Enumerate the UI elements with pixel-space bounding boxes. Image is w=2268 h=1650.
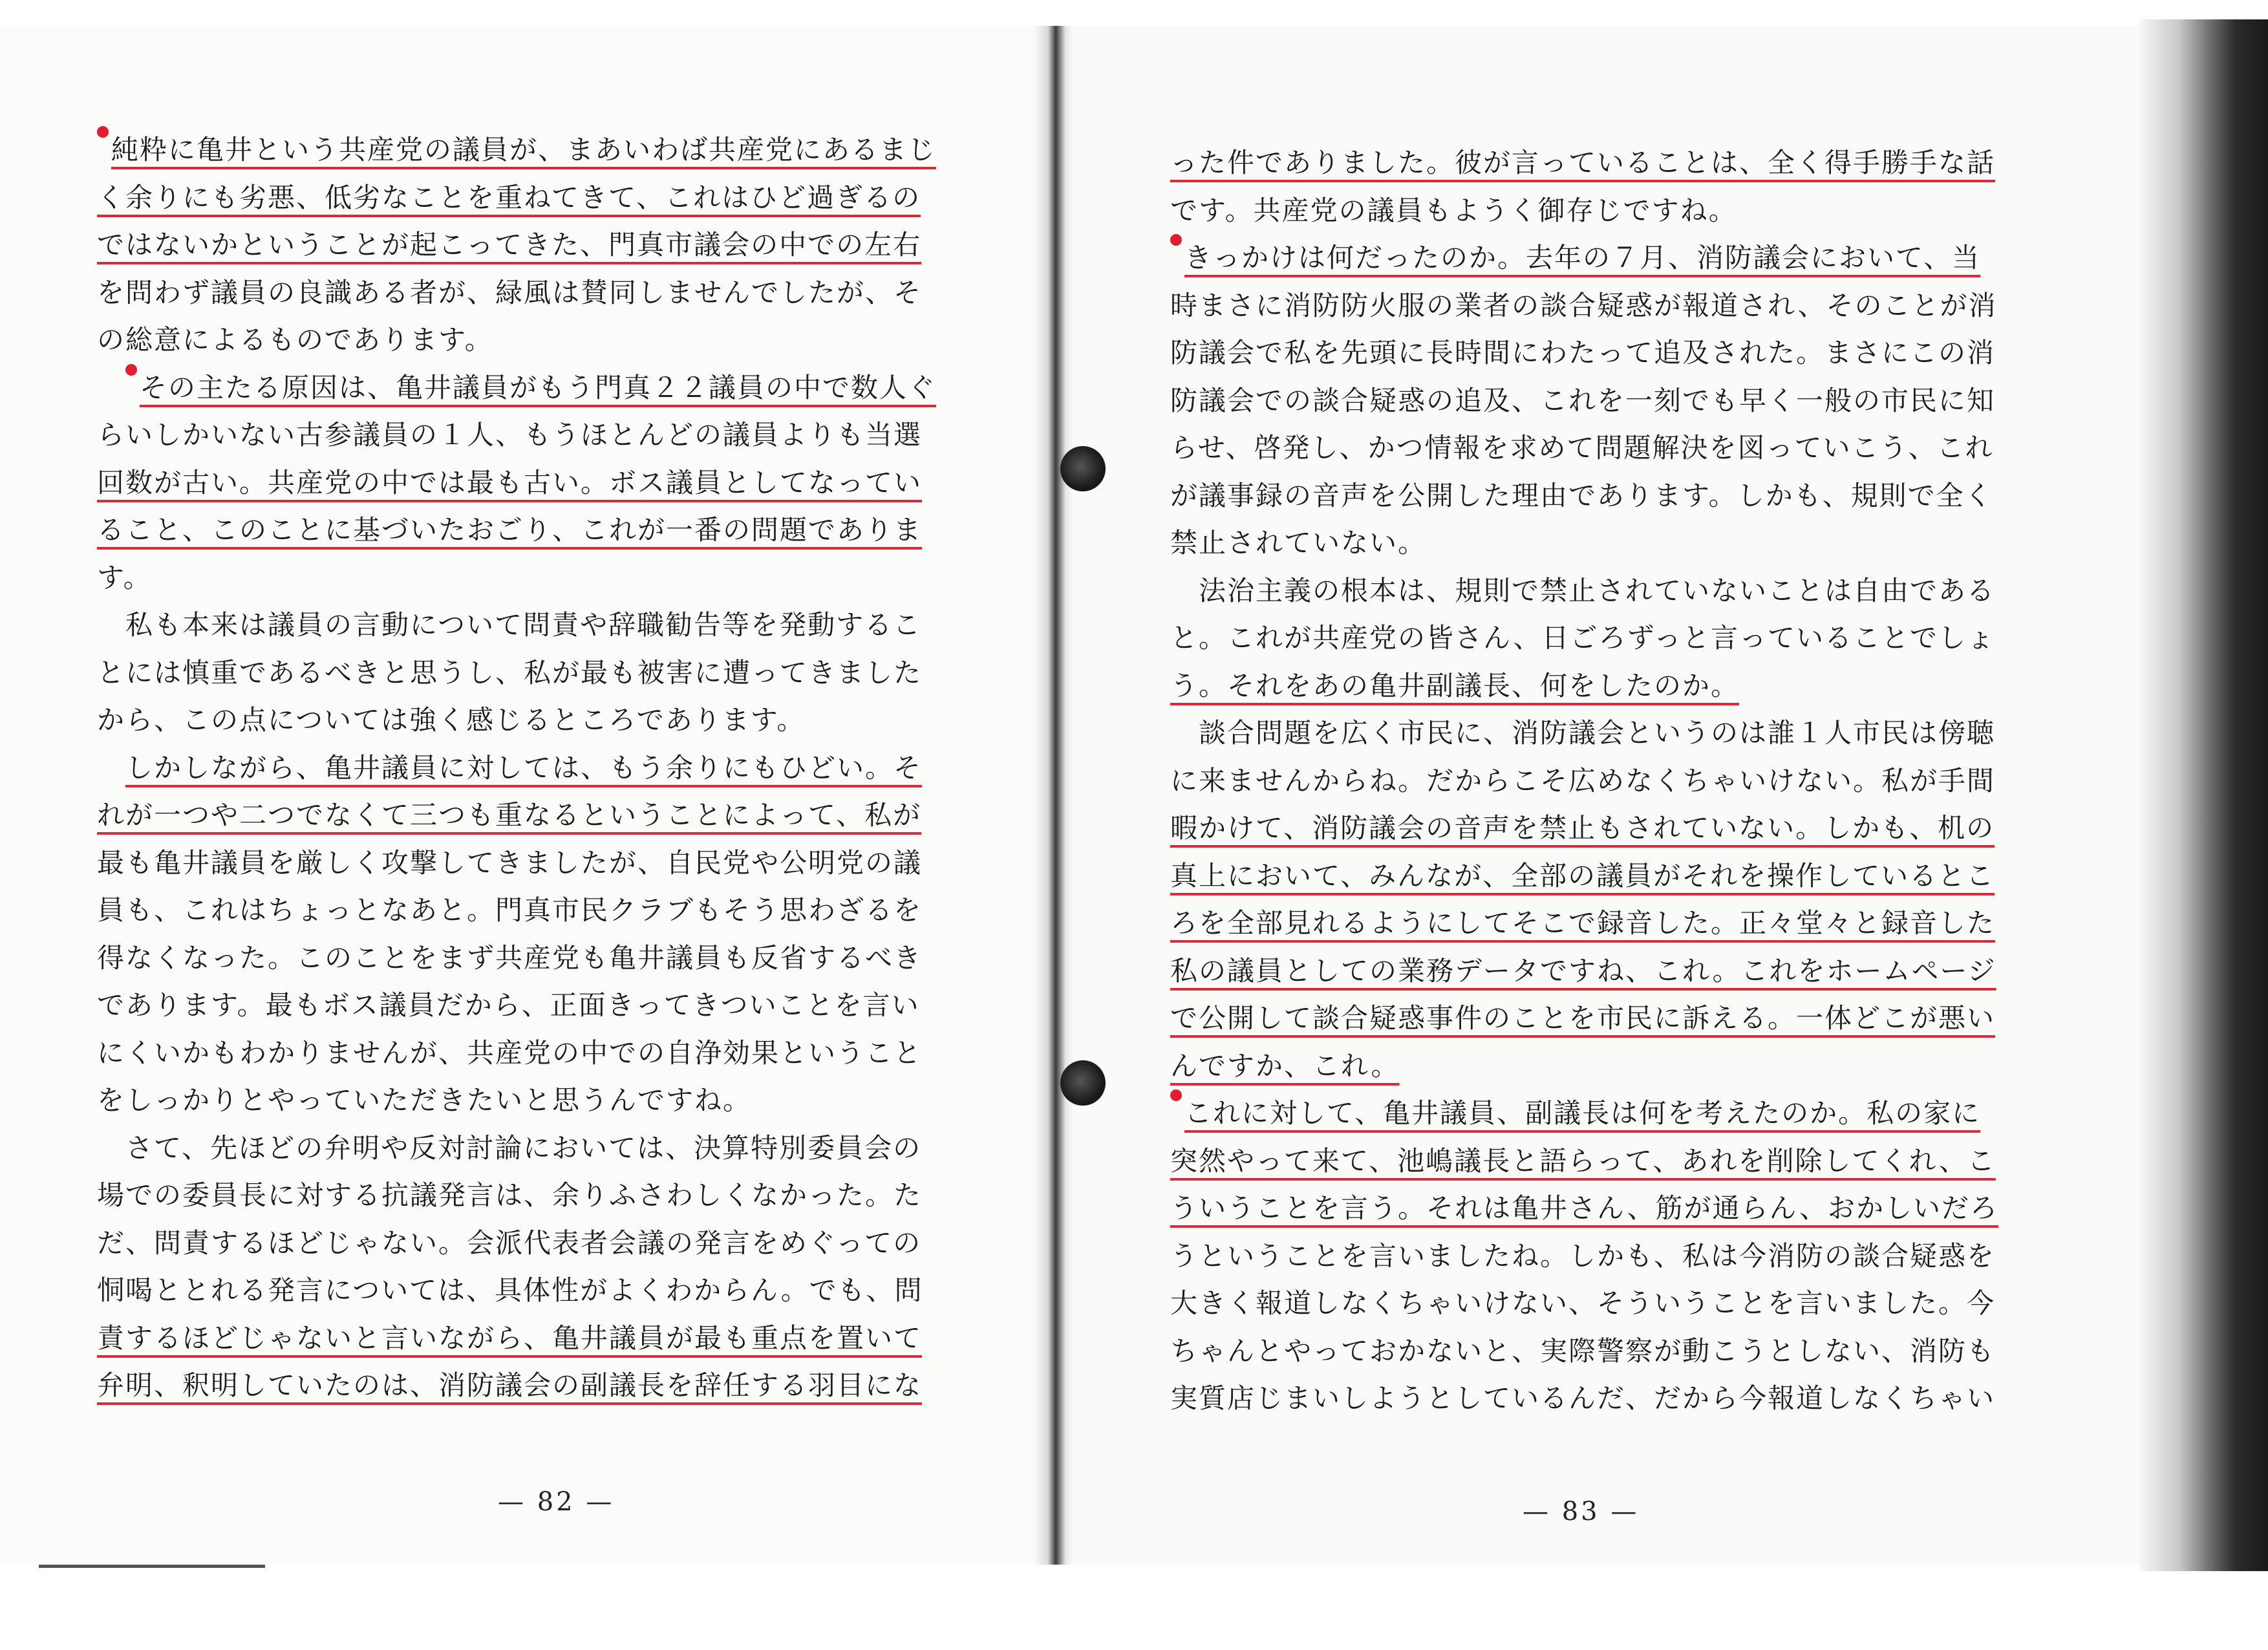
text-line: 暇かけて、消防議会の音声を禁止もされていない。しかも、机の bbox=[1170, 812, 1995, 844]
text-line: らせ、啓発し、かつ情報を求めて問題解決を図っていこう、これ bbox=[1170, 432, 1994, 464]
text-line: が議事録の音声を公開した理由であります。しかも、規則で全く bbox=[1170, 479, 1993, 511]
text-line: 禁止されていない。 bbox=[1170, 527, 1427, 559]
text-line: から、この点については強く感じるところであります。 bbox=[97, 704, 806, 736]
text-line: ること、このことに基づいたおごり、これが一番の問題でありま bbox=[97, 514, 923, 546]
text-line: これに対して、亀井議員、副議長は何を考えたのか。私の家に bbox=[1170, 1089, 1998, 1137]
text-line: で公開して談合疑惑事件のことを市民に訴える。一体どこが悪い bbox=[1170, 1002, 1996, 1034]
binder-hole-top bbox=[1060, 446, 1106, 491]
book-spine-shadow bbox=[1034, 26, 1073, 1565]
text-line: 私の議員としての業務データですね、これ。これをホームページ bbox=[1170, 954, 1996, 987]
text-line: 責するほどじゃないと言いながら、亀井議員が最も重点を置いて bbox=[97, 1322, 923, 1354]
text-line: 場での委員長に対する抗議発言は、余りふさわしくなかった。た bbox=[97, 1179, 923, 1211]
text-line: ろを全部見れるようにしてそこで録音した。正々堂々と録音した bbox=[1170, 907, 1996, 939]
text-line: 得なくなった。このことをまず共産党も亀井議員も反省するべき bbox=[97, 941, 923, 974]
right-edge-shadow bbox=[2140, 19, 2268, 1571]
text-line: にくいかもわかりませんが、共産党の中での自浄効果ということ bbox=[97, 1036, 923, 1069]
text-line: とには慎重であるべきと思うし、私が最も被害に遭ってきました bbox=[97, 656, 923, 689]
text-line: だ、問責するほどじゃない。会派代表者会議の発言をめぐっての bbox=[97, 1227, 922, 1259]
text-line: 最も亀井議員を厳しく攻撃してきましたが、自民党や公明党の議 bbox=[97, 846, 923, 879]
text-line: その主たる原因は、亀井議員がもう門真２２議員の中で数人ぐ bbox=[97, 364, 936, 412]
right-page-text bbox=[1170, 139, 1998, 1422]
text-line: ではないかということが起こってきた、門真市議会の中での左右 bbox=[97, 229, 922, 261]
text-line: 私も本来は議員の言動について問責や辞職勧告等を発動するこ bbox=[125, 609, 922, 641]
text-line: うということを言いましたね。しかも、私は今消防の談合疑惑を bbox=[1170, 1239, 1996, 1272]
text-line: 真上において、みんなが、全部の議員がそれを操作しているとこ bbox=[1170, 859, 1995, 892]
text-line: を問わず議員の良識ある者が、緑風は賛同しませんでしたが、そ bbox=[97, 276, 923, 308]
text-line: く余りにも劣悪、低劣なことを重ねてきて、これはひど過ぎるの bbox=[97, 181, 921, 213]
text-line: をしっかりとやっていただきたいと思うんですね。 bbox=[97, 1084, 752, 1116]
text-line: と。これが共産党の皆さん、日ごろずっと言っていることでしょ bbox=[1170, 622, 1996, 654]
left-page-text bbox=[97, 126, 936, 1409]
text-line: さて、先ほどの弁明や反対討論においては、決算特別委員会の bbox=[125, 1131, 922, 1164]
red-marker-dot bbox=[1170, 1089, 1182, 1101]
text-line: 防議会で私を先頭に長時間にわたって追及された。まさにこの消 bbox=[1170, 337, 1996, 369]
text-line: 純粋に亀井という共産党の議員が、まあいわば共産党にあるまじ bbox=[97, 126, 936, 174]
text-line: 法治主義の根本は、規則で禁止されていないことは自由である bbox=[1199, 574, 1996, 606]
red-marker-dot bbox=[125, 364, 137, 376]
text-line: です。共産党の議員もようく御存じですね。 bbox=[1170, 194, 1737, 226]
text-line: であります。最もボス議員だから、正面きってきついことを言い bbox=[97, 989, 920, 1021]
text-line: 談合問題を広く市民に、消防議会というのは誰１人市民は傍聴 bbox=[1199, 717, 1996, 749]
binder-hole-bottom bbox=[1060, 1060, 1106, 1106]
text-line: った件でありました。彼が言っていることは、全く得手勝手な話 bbox=[1170, 147, 1996, 178]
text-line: 回数が古い。共産党の中では最も古い。ボス議員としてなってい bbox=[97, 466, 923, 498]
text-line: きっかけは何だったのか。去年の７月、消防議会において、当 bbox=[1170, 234, 1998, 282]
text-line: の総意によるものであります。 bbox=[97, 324, 493, 356]
text-line: ういうことを言う。それは亀井さん、筋が通らん、おかしいだろ bbox=[1170, 1192, 1999, 1224]
text-line: 時まさに消防防火服の業者の談合疑惑が報道され、そのことが消 bbox=[1170, 289, 1997, 321]
red-marker-dot bbox=[97, 126, 109, 138]
text-line: んですか、これ。 bbox=[1170, 1049, 1400, 1082]
text-line: れが一つや二つでなくて三つも重なるということによって、私が bbox=[97, 799, 922, 831]
text-line: 恫喝ととれる発言については、具体性がよくわからん。でも、問 bbox=[97, 1274, 923, 1306]
scan-edge-line bbox=[39, 1565, 265, 1568]
red-marker-dot bbox=[1170, 234, 1182, 246]
text-line: に来ませんからね。だからこそ広めなくちゃいけない。私が手間 bbox=[1170, 764, 1996, 797]
text-line: 弁明、釈明していたのは、消防議会の副議長を辞任する羽目にな bbox=[97, 1369, 923, 1401]
text-line: 大きく報道しなくちゃいけない、そういうことを言いました。今 bbox=[1170, 1287, 1996, 1319]
text-line: 実質店じまいしようとしているんだ、だから今報道しなくちゃい bbox=[1170, 1382, 1996, 1414]
text-line: す。 bbox=[97, 561, 152, 594]
text-line: 防議会での談合疑惑の追及、これを一刻でも早く一般の市民に知 bbox=[1170, 384, 1996, 416]
text-line: らいしかいない古参議員の１人、もうほとんどの議員よりも当選 bbox=[97, 419, 923, 451]
text-line: う。それをあの亀井副議長、何をしたのか。 bbox=[1170, 669, 1740, 702]
page-number-left: — 82 — bbox=[498, 1487, 615, 1517]
text-line: ちゃんとやっておかないと、実際警察が動こうとしない、消防も bbox=[1170, 1334, 1996, 1367]
text-line: 突然やって来て、池嶋議長と語らって、あれを削除してくれ、こ bbox=[1170, 1144, 1996, 1177]
text-line: 員も、これはちょっとなあと。門真市民クラブもそう思わざるを bbox=[97, 894, 923, 926]
page-number-right: — 83 — bbox=[1523, 1497, 1640, 1527]
text-line: しかしながら、亀井議員に対しては、もう余りにもひどい。そ bbox=[125, 751, 923, 784]
